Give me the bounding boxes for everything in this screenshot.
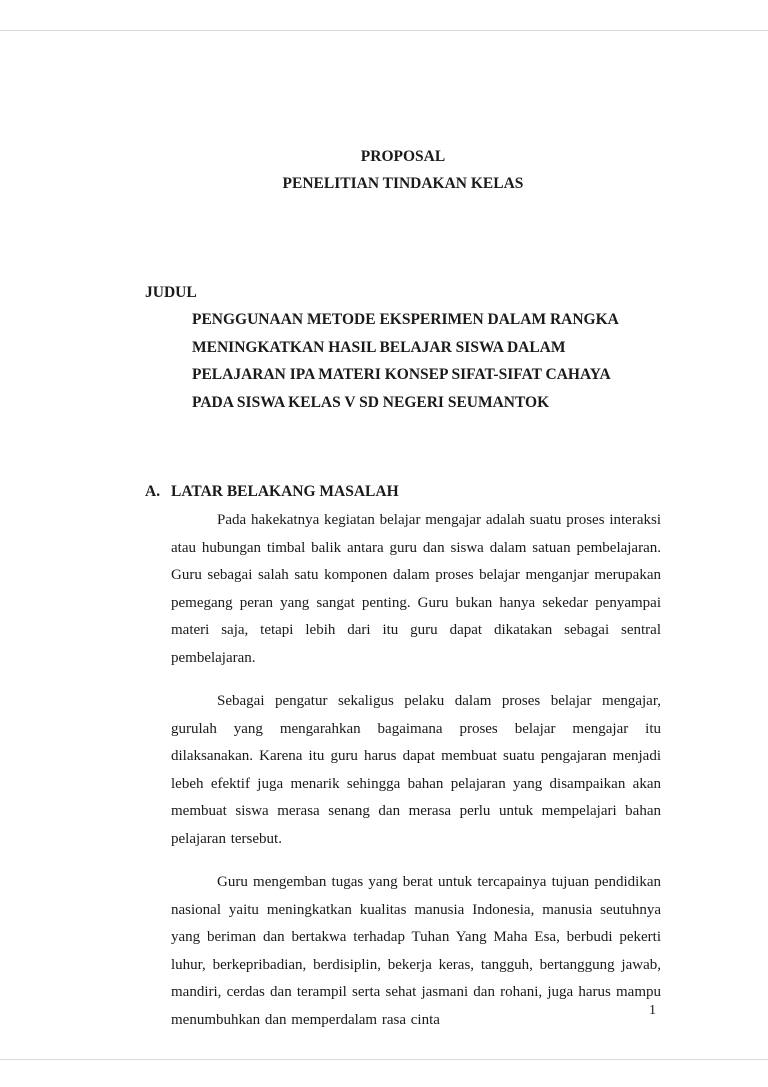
page-bottom-divider [0, 1059, 768, 1060]
title-line-2: PENELITIAN TINDAKAN KELAS [282, 175, 524, 192]
judul-section [145, 279, 661, 416]
judul-line: PADA SISWA KELAS V SD NEGERI SEUMANTOK [192, 393, 550, 411]
paragraph: Sebagai pengatur sekaligus pelaku dalam proses belajar mengajar, gurulah yang mengarahkan bagaimana proses belajar mengajar itu dilaksanakan. Karena itu guru harus dapat membuat suatu pengajaran menjadi lebeh efektif juga menarik sehingga bahan pelajaran yang disampaikan akan membuat siswa merasa senang dan merasa perlu untuk mempelajari bahan pelajaran tersebut. [171, 693, 661, 847]
document-content [145, 143, 661, 1050]
document-title [145, 143, 661, 197]
judul-line: PELAJARAN IPA MATERI KONSEP SIFAT-SIFAT CAHAYA [192, 366, 611, 383]
page-number: 1 [649, 1003, 656, 1018]
section-body [171, 507, 661, 1034]
title-line-1: PROPOSAL [360, 148, 446, 165]
section-heading-text: LATAR BELAKANG MASALAH [171, 483, 399, 500]
page-top-divider [0, 30, 768, 31]
section-heading [145, 478, 661, 505]
judul-label: JUDUL [145, 284, 197, 301]
paragraph: Guru mengemban tugas yang berat untuk tercapainya tujuan pendidikan nasional yaitu meningkatkan kualitas manusia Indonesia, manusia seutuhnya yang beriman dan bertakwa terhadap Tuhan Yang Maha Esa, berbudi pekerti luhur, berkepribadian, berdisiplin, bekerja keras, tangguh, bertanggung jawab, mandiri, cerdas dan terampil serta sehat jasmani dan rohani, juga harus mampu menumbuhkan dan memperdalam rasa cinta [171, 874, 661, 1028]
paragraph: Pada hakekatnya kegiatan belajar mengajar adalah suatu proses interaksi atau hubungan timbal balik antara guru dan siswa dalam satuan pembelajaran. Guru sebagai salah satu komponen dalam proses belajar menganjar merupakan pemegang peran yang sangat penting. Guru bukan hanya sekedar penyampai materi saja, tetapi lebih dari itu guru dapat dikatakan sebagai sentral pembelajaran. [171, 512, 661, 666]
judul-line: MENINGKATKAN HASIL BELAJAR SISWA DALAM [192, 338, 566, 356]
judul-line: PENGGUNAAN METODE EKSPERIMEN DALAM RANGKA [192, 311, 619, 328]
judul-title-lines [192, 306, 661, 416]
section-latar-belakang [145, 478, 661, 1034]
section-letter: A. [145, 483, 161, 500]
